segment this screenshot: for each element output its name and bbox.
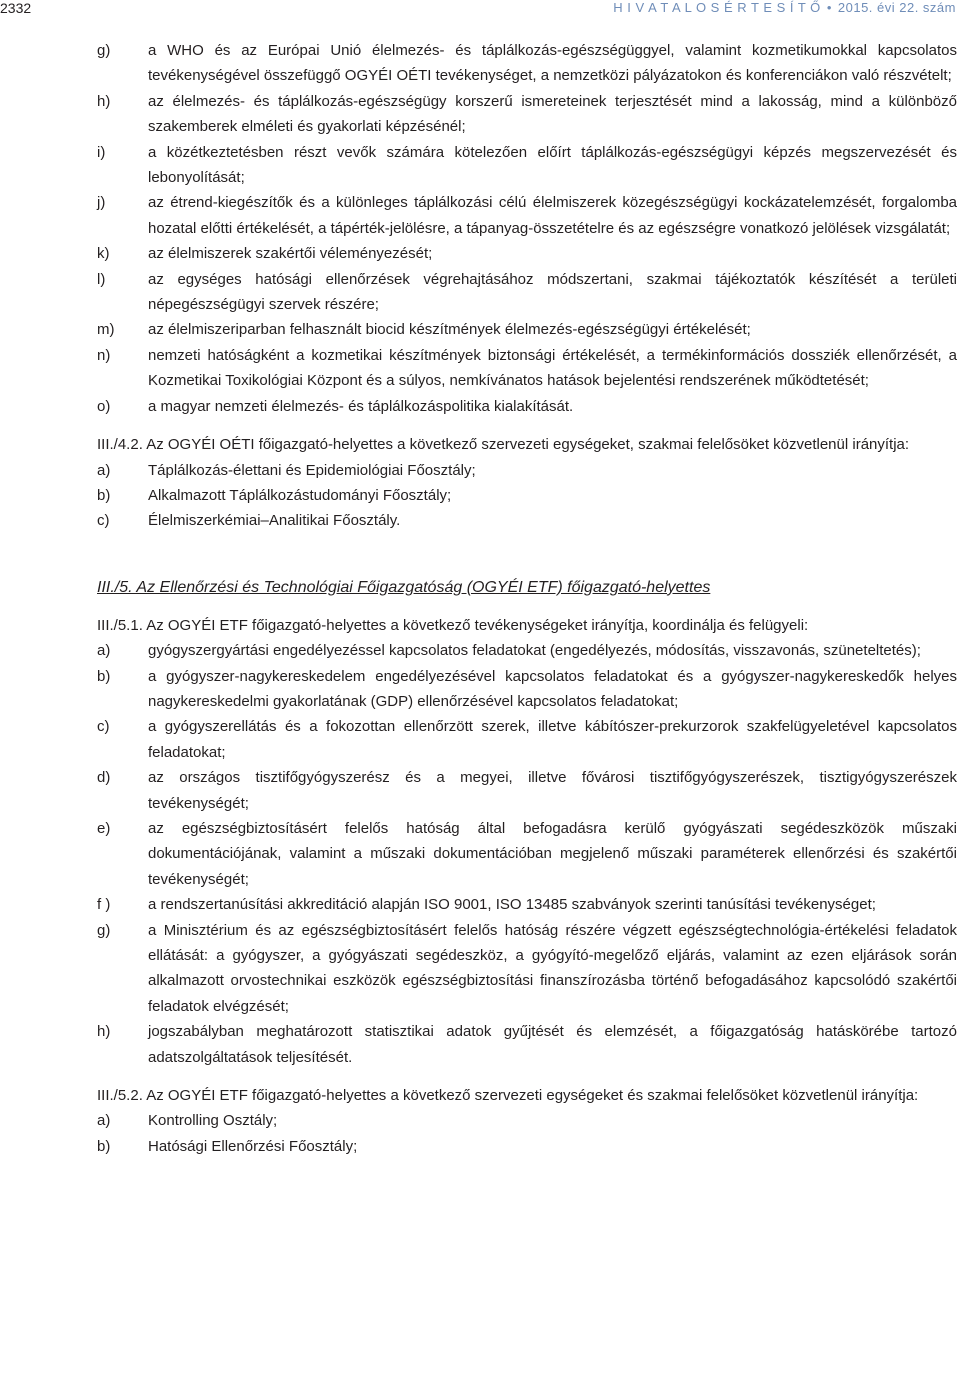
list-item [97, 190, 957, 241]
item-text: Táplálkozás-élettani és Epidemiológiai Főosztály; [148, 461, 476, 479]
item-label: j) [97, 194, 106, 212]
item-text: nemzeti hatóságként a kozmetikai készítmények biztonsági értékelését, a termékinformációs dossziék ellenőrzését, a Kozmetikai Toxikológiai Központ és a súlyos, nemkívánatos hatások bejelentési rendszerének működtetését; [148, 346, 957, 390]
page-header [0, 0, 960, 26]
item-label: k) [97, 245, 110, 263]
list-item [97, 267, 957, 318]
list-item [97, 343, 957, 394]
section-5-2-list [97, 1108, 957, 1159]
item-text: a WHO és az Európai Unió élelmezés- és táplálkozás-egészségüggyel, valamint kozmetikumokkal kapcsolatos tevékenységével összefüggő OGYÉI OÉTI tevékenységet, a nemzetközi pályázatokon és konferenciákon való részvételt; [148, 42, 957, 85]
item-text: a közétkeztetésben részt vevők számára kötelezően előírt táplálkozás-egészségügyi képzés megszervezését és lebonyolítását; [148, 143, 957, 187]
task-list [97, 38, 957, 419]
item-label: f ) [97, 896, 111, 914]
list-item [97, 89, 957, 140]
item-label: h) [97, 1023, 111, 1041]
list-item [97, 765, 957, 816]
list-item [97, 508, 957, 533]
item-label: e) [97, 819, 111, 837]
item-text: a rendszertanúsítási akkreditáció alapján ISO 9001, ISO 13485 szabványok szerinti tanúsítási tevékenységet; [148, 896, 876, 914]
item-label: o) [97, 397, 111, 415]
list-item [97, 638, 957, 663]
item-label: c) [97, 718, 110, 736]
item-label: b) [97, 486, 111, 504]
item-text: az országos tisztifőgyógyszerész és a megyei, illetve fővárosi tisztifőgyógyszerészek, tisztigyógyszerészek tevékenységét; [148, 769, 957, 812]
list-item [97, 1108, 957, 1133]
spacer [97, 534, 957, 575]
item-label: n) [97, 346, 111, 364]
spacer [97, 600, 957, 613]
item-label: g) [97, 921, 111, 939]
item-text: jogszabályban meghatározott statisztikai adatok gyűjtését és elemzését, a főigazgatóság hatáskörébe tartozó adatszolgáltatások teljesítését. [148, 1023, 957, 1066]
list-item [97, 892, 957, 917]
separator-dot: • [826, 0, 832, 15]
list-item [97, 483, 957, 508]
item-label: b) [97, 667, 111, 685]
spacer [97, 1070, 957, 1083]
item-label: m) [97, 321, 115, 339]
section-5-heading: III./5. Az Ellenőrzési és Technológiai Főigazgatóság (OGYÉI ETF) főigazgató-helyettes [97, 578, 711, 596]
item-label: b) [97, 1137, 111, 1155]
list-item [97, 664, 957, 715]
item-text: az élelmezés- és táplálkozás-egészségügy korszerű ismereteinek terjesztését mind a lakosság, mind a különböző szakemberek elméleti és gyakorlati képzésénél; [148, 92, 957, 136]
section-5-1-intro: III./5.1. Az OGYÉI ETF főigazgató-helyettes a következő tevékenységeket irányítja, koordinálja és felügyeli: [97, 616, 809, 634]
item-label: c) [97, 512, 110, 530]
item-text: Élelmiszerkémiai–Analitikai Főosztály. [148, 512, 401, 530]
item-text: gyógyszergyártási engedélyezéssel kapcsolatos feladatokat (engedélyezés, módosítás, visszavonás, szüneteltetés); [148, 642, 921, 660]
item-text: a magyar nemzeti élelmezés- és táplálkozáspolitika kialakítását. [148, 397, 574, 415]
journal-title: H I V A T A L O S É R T E S Í T Ő [613, 0, 821, 15]
item-label: d) [97, 769, 111, 787]
item-text: az étrend-kiegészítők és a különleges táplálkozási célú élelmiszerek közegészségügyi kockázatelemzését, forgalomba hozatal előtti értékelését, a tápérték-jelölésre, a tápanyag-összetételre és az egészségre vonatkozó jelölések vizsgálatát; [148, 194, 957, 237]
list-item [97, 918, 957, 1020]
item-text: Kontrolling Osztály; [148, 1112, 278, 1130]
item-label: l) [97, 270, 106, 288]
document-body [97, 38, 957, 1159]
list-item [97, 241, 957, 266]
item-label: a) [97, 461, 111, 479]
list-item [97, 317, 957, 342]
item-text: az egységes hatósági ellenőrzések végrehajtásához módszertani, szakmai tájékoztatók készítését a területi népegészségügyi szervek részére; [148, 270, 957, 314]
item-text: a Minisztérium és az egészségbiztosításért felelős hatóság részére végzett egészségtechnológia-értékelési feladatok ellátását: a gyógyszer, a gyógyászati segédeszköz, a gyógyító-megelőző eljárás, valamint az ezen eljárások során alkalmazott orvostechnikai eszközök egészségbiztosítási finanszírozásba történő befogadásához kapcsolódó szakértői feladatok elvégzését; [148, 921, 957, 1015]
list-item [97, 394, 957, 419]
list-item [97, 38, 957, 89]
item-text: a gyógyszerellátás és a fokozottan ellenőrzött szerek, illetve kábítószer-prekurzorok szakfelügyeletével kapcsolatos feladatokat; [148, 718, 957, 761]
list-item [97, 1134, 957, 1159]
list-item [97, 140, 957, 191]
item-text: a gyógyszer-nagykereskedelem engedélyezésével kapcsolatos feladatokat és a gyógyszer-nagykereskedők helyes nagykereskedelmi gyakorlatának (GDP) ellenőrzésével kapcsolatos feladatokat; [148, 667, 957, 710]
list-item [97, 816, 957, 892]
list-item [97, 458, 957, 483]
running-head [613, 0, 956, 15]
page-number: 2332 [0, 0, 32, 16]
item-text: Hatósági Ellenőrzési Főosztály; [148, 1137, 358, 1155]
item-label: a) [97, 1112, 111, 1130]
item-text: az egészségbiztosításért felelős hatóság által befogadásra kerülő gyógyászati segédeszközök műszaki dokumentációjának, valamint a műszaki dokumentációban megjelenő műszaki paraméterek ellenőrzési és szakértői tevékenységét; [148, 819, 957, 888]
section-4-2-intro: III./4.2. Az OGYÉI OÉTI főigazgató-helyettes a következő szervezeti egységeket, szakmai felelősöket közvetlenül irányítja: [97, 436, 910, 454]
item-label: i) [97, 143, 106, 161]
list-item [97, 1019, 957, 1070]
section-4-2-list [97, 458, 957, 534]
list-item [97, 714, 957, 765]
item-label: h) [97, 92, 111, 110]
item-label: g) [97, 42, 111, 59]
issue-number: 2015. évi 22. szám [837, 0, 956, 15]
item-text: az élelmiszerek szakértői véleményezését; [148, 245, 433, 263]
item-text: az élelmiszeriparban felhasznált biocid készítmények élelmezés-egészségügyi értékelését; [148, 321, 751, 339]
spacer [97, 419, 957, 432]
item-text: Alkalmazott Táplálkozástudományi Főosztály; [148, 486, 452, 504]
item-label: a) [97, 642, 111, 660]
section-5-1-list [97, 638, 957, 1070]
section-5-2-intro: III./5.2. Az OGYÉI ETF főigazgató-helyettes a következő szervezeti egységeket és szakmai felelősöket közvetlenül irányítja: [97, 1087, 919, 1105]
